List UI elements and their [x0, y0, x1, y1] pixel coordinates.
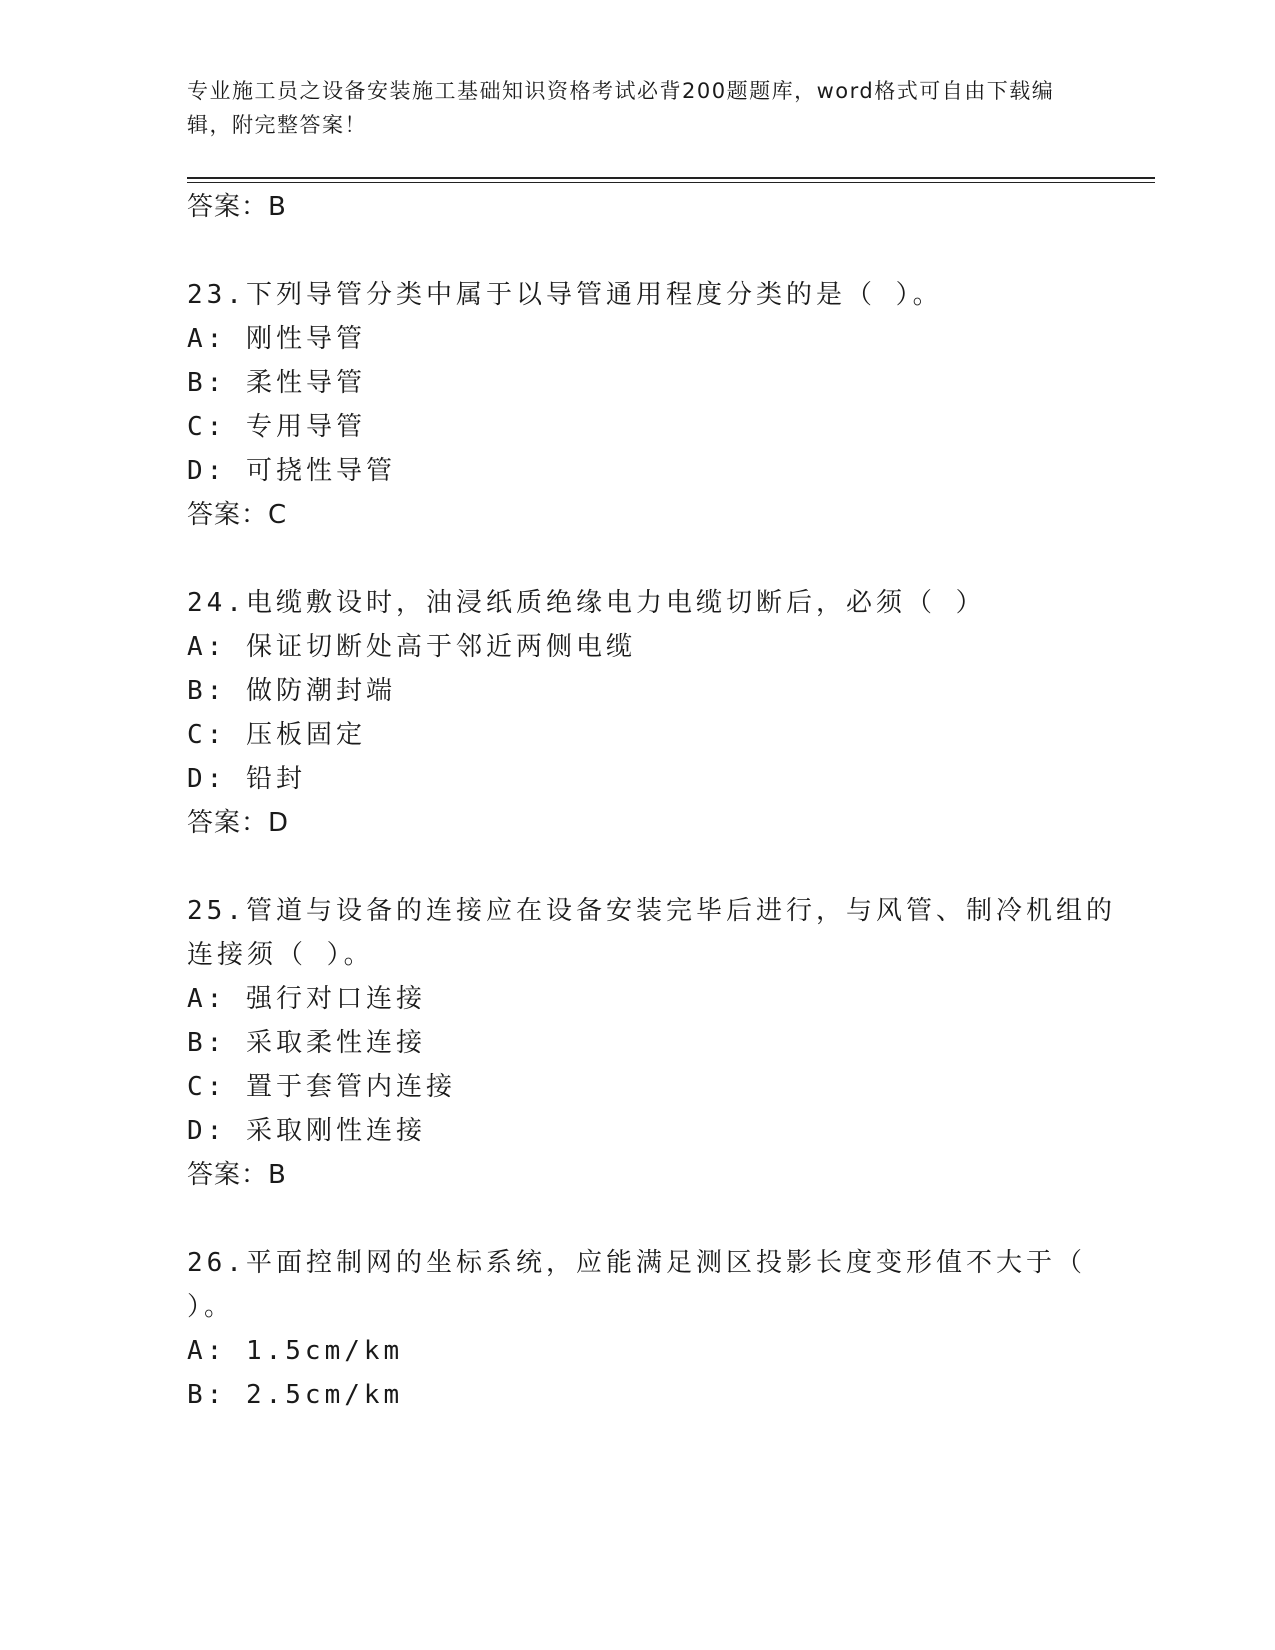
option-24-b: B: 做防潮封端 — [187, 676, 396, 706]
answer-24: 答案：D — [187, 808, 290, 838]
document-header: 专业施工员之设备安装施工基础知识资格考试必背200题题库，word格式可自由下载编辑，附完整答案！ — [187, 79, 1055, 137]
option-23-d: D: 可挠性导管 — [187, 456, 396, 486]
option-25-b: B: 采取柔性连接 — [187, 1028, 426, 1058]
option-25-d: D: 采取刚性连接 — [187, 1116, 426, 1146]
question-25-line2: 连接须（ ）。 — [187, 940, 374, 970]
question-26-line2: ）。 — [187, 1292, 235, 1322]
question-24: 24.电缆敷设时，油浸纸质绝缘电力电缆切断后，必须（ ） — [187, 588, 986, 618]
option-26-a: A: 1.5cm/km — [187, 1336, 404, 1366]
answer-22: 答案：B — [187, 192, 287, 222]
option-24-a: A: 保证切断处高于邻近两侧电缆 — [187, 632, 636, 662]
option-26-b: B: 2.5cm/km — [187, 1380, 404, 1410]
option-23-c: C: 专用导管 — [187, 412, 366, 442]
answer-25: 答案：B — [187, 1160, 287, 1190]
question-25-line1: 25.管道与设备的连接应在设备安装完毕后进行，与风管、制冷机组的 — [187, 896, 1116, 926]
option-25-c: C: 置于套管内连接 — [187, 1072, 456, 1102]
question-26-line1: 26.平面控制网的坐标系统，应能满足测区投影长度变形值不大于（ — [187, 1248, 1086, 1278]
option-24-d: D: 铅封 — [187, 764, 306, 794]
option-23-a: A: 刚性导管 — [187, 324, 366, 354]
header-divider — [187, 177, 1155, 179]
question-23: 23.下列导管分类中属于以导管通用程度分类的是（ ）。 — [187, 280, 943, 310]
option-23-b: B: 柔性导管 — [187, 368, 366, 398]
option-25-a: A: 强行对口连接 — [187, 984, 426, 1014]
answer-23: 答案：C — [187, 500, 288, 530]
header-divider-thin — [187, 182, 1155, 183]
option-24-c: C: 压板固定 — [187, 720, 366, 750]
